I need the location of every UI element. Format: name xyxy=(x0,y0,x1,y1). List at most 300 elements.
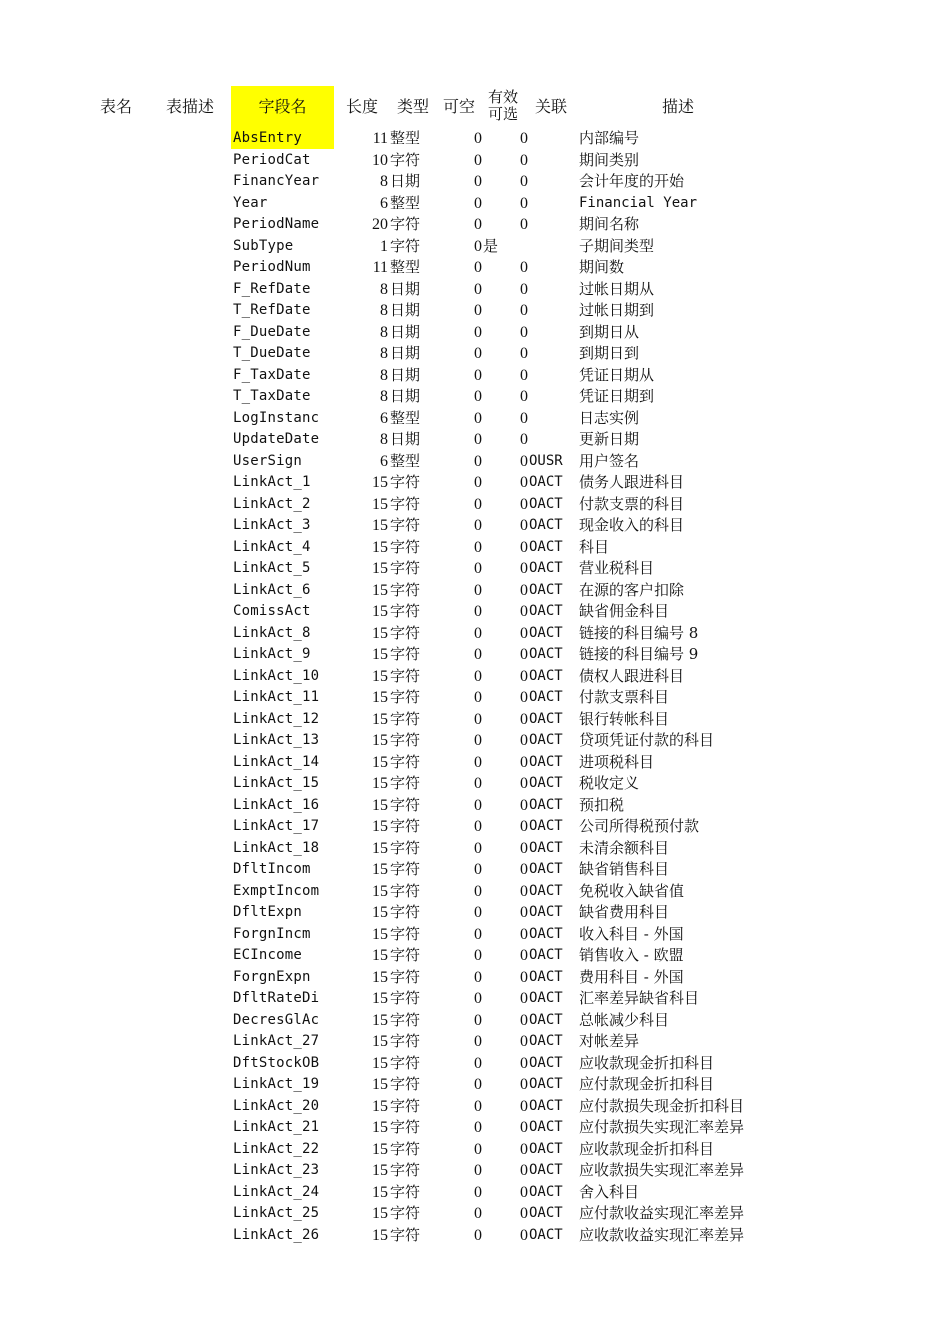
cell-description: 贷项凭证付款的科目 xyxy=(579,731,715,749)
cell-length: 15 xyxy=(372,775,388,792)
cell-relation: OACT xyxy=(529,732,563,748)
header-valid-line2: 可选 xyxy=(488,105,519,123)
cell-optional: 0 xyxy=(520,452,528,470)
cell-nullable: 0 xyxy=(474,710,482,728)
cell-field-name: LinkAct_17 xyxy=(233,818,320,834)
table-row xyxy=(0,666,950,688)
cell-nullable: 0 xyxy=(474,130,482,147)
table-row xyxy=(0,580,950,602)
cell-field-name: LinkAct_22 xyxy=(233,1140,320,1157)
cell-length: 8 xyxy=(380,366,388,384)
cell-type: 字符 xyxy=(390,623,421,642)
cell-optional: 0 xyxy=(520,259,528,276)
cell-nullable: 0 xyxy=(474,839,482,857)
cell-nullable: 0 xyxy=(474,431,482,448)
cell-nullable: 0 xyxy=(474,904,482,921)
cell-optional: 0 xyxy=(520,560,528,577)
cell-optional: 0 xyxy=(520,624,528,642)
table-row xyxy=(0,365,950,387)
cell-field-name: LinkAct_3 xyxy=(233,517,311,533)
table-row xyxy=(0,988,950,1010)
cell-optional: 0 xyxy=(520,710,528,728)
cell-description: 预扣税 xyxy=(579,795,625,814)
cell-type: 整型 xyxy=(390,193,421,212)
cell-nullable: 0 xyxy=(474,151,482,169)
cell-field-name: LinkAct_2 xyxy=(233,495,311,512)
table-row xyxy=(0,709,950,731)
cell-length: 8 xyxy=(380,345,388,362)
cell-length: 15 xyxy=(372,474,388,491)
cell-nullable: 0 xyxy=(474,818,482,835)
cell-nullable: 0 xyxy=(474,775,482,792)
table-row xyxy=(0,408,950,430)
cell-field-name: DecresGlAc xyxy=(233,1011,320,1028)
cell-relation: OACT xyxy=(529,947,563,963)
cell-field-name: DftStockOB xyxy=(233,1054,320,1071)
cell-relation: OACT xyxy=(529,753,563,770)
cell-length: 8 xyxy=(380,323,388,341)
cell-description: 应付款收益实现汇率差异 xyxy=(579,1204,745,1222)
cell-optional: 0 xyxy=(520,646,528,663)
cell-nullable: 0 xyxy=(474,947,482,964)
cell-field-name: LinkAct_11 xyxy=(233,689,320,705)
cell-relation: OACT xyxy=(529,1033,563,1049)
cell-optional: 0 xyxy=(520,1097,528,1115)
cell-length: 15 xyxy=(372,560,388,577)
cell-length: 15 xyxy=(372,796,388,814)
cell-relation: OACT xyxy=(529,1076,563,1092)
cell-length: 8 xyxy=(380,173,388,190)
cell-nullable: 0 xyxy=(474,968,482,986)
cell-optional: 0 xyxy=(520,1205,528,1222)
cell-type: 整型 xyxy=(390,451,421,470)
table-row xyxy=(0,687,950,709)
cell-field-name: LinkAct_24 xyxy=(233,1183,320,1200)
cell-field-name: LinkAct_13 xyxy=(233,732,320,748)
cell-field-name: T_DueDate xyxy=(233,345,311,361)
cell-type: 字符 xyxy=(390,1075,421,1093)
cell-type: 字符 xyxy=(390,1096,421,1115)
cell-relation: OACT xyxy=(529,1140,563,1157)
cell-nullable: 0 xyxy=(474,280,482,298)
header-valid-optional xyxy=(488,89,518,123)
cell-length: 15 xyxy=(372,1033,388,1050)
cell-description: 到期日从 xyxy=(579,322,640,341)
header-valid-line1: 有效 xyxy=(488,88,519,106)
cell-length: 8 xyxy=(380,431,388,448)
cell-nullable: 0 xyxy=(474,194,482,212)
cell-length: 15 xyxy=(372,495,388,513)
cell-relation: OACT xyxy=(529,990,563,1006)
cell-type: 字符 xyxy=(390,645,421,663)
cell-length: 15 xyxy=(372,689,388,706)
cell-length: 15 xyxy=(372,1162,388,1179)
cell-nullable: 0 xyxy=(474,732,482,749)
cell-field-name: LinkAct_5 xyxy=(233,560,311,576)
cell-length: 15 xyxy=(372,904,388,921)
cell-type: 日期 xyxy=(390,322,421,341)
cell-description: 应收款损失实现汇率差异 xyxy=(579,1161,745,1179)
cell-field-name: LinkAct_4 xyxy=(233,538,311,555)
cell-length: 6 xyxy=(380,194,388,212)
cell-length: 15 xyxy=(372,667,388,685)
cell-type: 整型 xyxy=(390,408,421,427)
cell-nullable: 0 xyxy=(474,1183,482,1201)
cell-optional: 0 xyxy=(520,1011,528,1029)
cell-type: 字符 xyxy=(390,1161,421,1179)
cell-type: 字符 xyxy=(390,752,421,771)
cell-optional: 0 xyxy=(520,1119,528,1136)
cell-length: 11 xyxy=(372,130,388,147)
cell-nullable: 0 xyxy=(474,173,482,190)
cell-nullable: 0 xyxy=(474,581,482,599)
cell-description: 税收定义 xyxy=(579,774,640,792)
cell-type: 字符 xyxy=(390,236,421,255)
cell-length: 15 xyxy=(372,1205,388,1222)
table-row xyxy=(0,752,950,774)
cell-length: 15 xyxy=(372,753,388,771)
cell-length: 15 xyxy=(372,861,388,878)
header-field-name: 字段名 xyxy=(258,97,307,116)
table-row xyxy=(0,1139,950,1161)
cell-description: 缺省佣金科目 xyxy=(579,602,670,620)
cell-length: 15 xyxy=(372,603,388,620)
cell-nullable: 0 xyxy=(474,603,482,620)
table-row xyxy=(0,795,950,817)
cell-length: 15 xyxy=(372,925,388,943)
cell-type: 字符 xyxy=(390,1010,421,1029)
cell-relation: OACT xyxy=(529,882,563,899)
cell-type: 字符 xyxy=(390,924,421,943)
cell-optional: 0 xyxy=(520,775,528,792)
cell-type: 字符 xyxy=(390,537,421,556)
cell-field-name: DfltExpn xyxy=(233,904,303,920)
cell-length: 15 xyxy=(372,538,388,556)
table-row xyxy=(0,859,950,881)
cell-optional: 0 xyxy=(520,1140,528,1158)
cell-field-name: LinkAct_9 xyxy=(233,646,311,662)
cell-length: 6 xyxy=(380,409,388,427)
cell-type: 日期 xyxy=(390,387,421,405)
cell-relation: OACT xyxy=(529,818,563,834)
cell-description: 公司所得税预付款 xyxy=(579,817,700,835)
cell-length: 10 xyxy=(372,151,388,169)
cell-optional: 0 xyxy=(520,667,528,685)
cell-optional: 0 xyxy=(520,280,528,298)
cell-description: 缺省销售科目 xyxy=(579,860,670,878)
cell-field-name: FinancYear xyxy=(233,173,320,189)
cell-optional: 0 xyxy=(520,1076,528,1093)
table-row xyxy=(0,1182,950,1204)
cell-nullable: 0 xyxy=(474,1097,482,1115)
cell-description: 应付款损失现金折扣科目 xyxy=(579,1096,745,1115)
cell-field-name: LinkAct_19 xyxy=(233,1076,320,1092)
cell-field-name: PeriodCat xyxy=(233,151,311,168)
cell-type: 字符 xyxy=(390,1118,421,1136)
cell-optional: 0 xyxy=(520,968,528,986)
cell-nullable: 0 xyxy=(474,646,482,663)
cell-type: 字符 xyxy=(390,516,421,534)
cell-nullable: 0 xyxy=(474,538,482,556)
cell-type: 字符 xyxy=(390,215,421,233)
cell-optional: 0 xyxy=(520,388,528,405)
table-row xyxy=(0,128,950,150)
cell-optional: 0 xyxy=(520,409,528,427)
cell-length: 20 xyxy=(372,216,388,233)
cell-relation: OACT xyxy=(529,839,563,856)
cell-type: 字符 xyxy=(390,774,421,792)
cell-optional: 0 xyxy=(520,581,528,599)
cell-field-name: ForgnExpn xyxy=(233,968,311,985)
cell-relation: OACT xyxy=(529,775,563,791)
header-nullable: 可空 xyxy=(443,97,476,116)
cell-nullable: 0 xyxy=(474,990,482,1007)
cell-optional: 0 xyxy=(520,431,528,448)
cell-type: 字符 xyxy=(390,989,421,1007)
cell-relation: OACT xyxy=(529,1097,563,1114)
cell-field-name: UserSign xyxy=(233,452,303,469)
cell-field-name: AbsEntry xyxy=(231,128,334,149)
cell-field-name: LinkAct_10 xyxy=(233,667,320,684)
table-row xyxy=(0,1117,950,1139)
cell-length: 8 xyxy=(380,388,388,405)
cell-nullable: 0 xyxy=(474,1119,482,1136)
cell-description: 科目 xyxy=(579,537,610,556)
cell-nullable: 0 xyxy=(474,474,482,491)
cell-relation: OACT xyxy=(529,624,563,641)
cell-length: 1 xyxy=(380,237,388,255)
cell-field-name: LinkAct_16 xyxy=(233,796,320,813)
cell-relation: OACT xyxy=(529,689,563,705)
cell-type: 字符 xyxy=(390,602,421,620)
cell-field-name: UpdateDate xyxy=(233,431,320,447)
cell-description: 链接的科目编号 8 xyxy=(579,623,699,642)
cell-type: 整型 xyxy=(390,129,421,147)
cell-field-name: LinkAct_20 xyxy=(233,1097,320,1114)
cell-optional: 0 xyxy=(520,990,528,1007)
cell-nullable: 0 xyxy=(474,366,482,384)
cell-description: 总帐减少科目 xyxy=(579,1010,670,1029)
cell-nullable: 0 xyxy=(474,1033,482,1050)
cell-field-name: ECIncome xyxy=(233,947,303,963)
cell-optional: 0 xyxy=(520,882,528,900)
cell-length: 15 xyxy=(372,990,388,1007)
cell-field-name: LinkAct_23 xyxy=(233,1162,320,1178)
cell-optional: 0 xyxy=(520,603,528,620)
cell-relation: OACT xyxy=(529,646,563,662)
cell-relation: OACT xyxy=(529,538,563,555)
header-relation: 关联 xyxy=(535,97,568,116)
cell-description: 日志实例 xyxy=(579,408,640,427)
cell-optional: 0 xyxy=(520,1054,528,1072)
cell-type: 字符 xyxy=(390,967,421,986)
cell-relation: OUSR xyxy=(529,452,563,469)
cell-optional: 0 xyxy=(520,323,528,341)
table-row xyxy=(0,322,950,344)
cell-length: 15 xyxy=(372,882,388,900)
cell-optional: 0 xyxy=(520,925,528,943)
cell-description: 凭证日期到 xyxy=(579,387,655,405)
cell-relation: OACT xyxy=(529,968,563,985)
table-row xyxy=(0,429,950,451)
table-row xyxy=(0,967,950,989)
cell-relation: OACT xyxy=(529,904,563,920)
cell-description: 现金收入的科目 xyxy=(579,516,685,534)
cell-optional: 0 xyxy=(520,474,528,491)
cell-field-name: DfltRateDi xyxy=(233,990,320,1006)
cell-description: 营业税科目 xyxy=(579,559,655,577)
table-row xyxy=(0,472,950,494)
table-row xyxy=(0,1074,950,1096)
table-row xyxy=(0,816,950,838)
cell-relation: OACT xyxy=(529,1226,563,1243)
table-row xyxy=(0,601,950,623)
cell-nullable: 0 xyxy=(474,925,482,943)
cell-nullable: 0 xyxy=(474,409,482,427)
cell-description: 应付款现金折扣科目 xyxy=(579,1075,715,1093)
table-row xyxy=(0,1203,950,1225)
cell-field-name: PeriodNum xyxy=(233,259,311,275)
table-row xyxy=(0,644,950,666)
cell-length: 6 xyxy=(380,452,388,470)
table-row xyxy=(0,881,950,903)
cell-type: 日期 xyxy=(390,279,421,298)
cell-description: 凭证日期从 xyxy=(579,365,655,384)
cell-length: 15 xyxy=(372,968,388,986)
cell-nullable: 0 xyxy=(474,560,482,577)
cell-description: 应收款收益实现汇率差异 xyxy=(579,1225,745,1244)
table-row xyxy=(0,773,950,795)
cell-type: 字符 xyxy=(390,1225,421,1244)
cell-length: 15 xyxy=(372,646,388,663)
cell-type: 字符 xyxy=(390,795,421,814)
cell-type: 字符 xyxy=(390,860,421,878)
cell-optional: 0 xyxy=(520,753,528,771)
cell-length: 15 xyxy=(372,1097,388,1115)
cell-optional: 0 xyxy=(520,947,528,964)
cell-relation: OACT xyxy=(529,1011,563,1028)
cell-description: 子期间类型 xyxy=(579,236,655,255)
table-row xyxy=(0,494,950,516)
cell-field-name: LinkAct_12 xyxy=(233,710,320,727)
cell-description: 进项税科目 xyxy=(579,752,655,771)
cell-description: 期间名称 xyxy=(579,215,640,233)
cell-optional: 0 xyxy=(520,194,528,212)
cell-description: 收入科目 - 外国 xyxy=(579,924,684,943)
cell-optional: 0 xyxy=(520,538,528,556)
cell-length: 15 xyxy=(372,818,388,835)
cell-field-name: LinkAct_8 xyxy=(233,624,311,641)
cell-type: 字符 xyxy=(390,1053,421,1072)
cell-field-name: LogInstanc xyxy=(233,409,320,426)
cell-field-name: T_TaxDate xyxy=(233,388,311,404)
table-row xyxy=(0,623,950,645)
cell-description: 对帐差异 xyxy=(579,1032,640,1050)
cell-nullable: 0 xyxy=(474,1054,482,1072)
cell-valid: 是 xyxy=(483,236,499,255)
table-row xyxy=(0,730,950,752)
cell-relation: OACT xyxy=(529,581,563,598)
cell-nullable: 0 xyxy=(474,1205,482,1222)
table-row xyxy=(0,1160,950,1182)
table-row xyxy=(0,515,950,537)
cell-nullable: 0 xyxy=(474,882,482,900)
cell-type: 字符 xyxy=(390,731,421,749)
cell-field-name: ForgnIncm xyxy=(233,925,311,942)
cell-optional: 0 xyxy=(520,732,528,749)
table-row xyxy=(0,1031,950,1053)
header-table-name: 表名 xyxy=(100,97,133,116)
cell-relation: OACT xyxy=(529,925,563,942)
cell-length: 15 xyxy=(372,1054,388,1072)
cell-field-name: LinkAct_6 xyxy=(233,581,311,598)
cell-relation: OACT xyxy=(529,603,563,619)
cell-field-name: F_RefDate xyxy=(233,280,311,297)
table-row xyxy=(0,1225,950,1247)
cell-field-name: SubType xyxy=(233,237,294,254)
cell-description: 债务人跟进科目 xyxy=(579,473,685,491)
cell-type: 日期 xyxy=(390,430,421,448)
cell-type: 字符 xyxy=(390,494,421,513)
cell-field-name: ComissAct xyxy=(233,603,311,619)
cell-nullable: 0 xyxy=(474,216,482,233)
table-row xyxy=(0,451,950,473)
cell-nullable: 0 xyxy=(474,1011,482,1029)
cell-relation: OACT xyxy=(529,667,563,684)
cell-length: 15 xyxy=(372,517,388,534)
cell-relation: OACT xyxy=(529,1119,563,1135)
cell-optional: 0 xyxy=(520,130,528,147)
header-description: 描述 xyxy=(662,97,695,116)
cell-nullable: 0 xyxy=(474,1162,482,1179)
cell-relation: OACT xyxy=(529,560,563,576)
cell-description: 未清余额科目 xyxy=(579,838,670,857)
cell-description: 内部编号 xyxy=(579,129,640,147)
cell-description: 到期日到 xyxy=(579,344,640,362)
cell-description: 更新日期 xyxy=(579,430,640,448)
header-table-desc: 表描述 xyxy=(166,97,215,116)
cell-field-name: DfltIncom xyxy=(233,861,311,877)
cell-relation: OACT xyxy=(529,710,563,727)
cell-field-name: LinkAct_21 xyxy=(233,1119,320,1135)
cell-length: 15 xyxy=(372,710,388,728)
cell-type: 字符 xyxy=(390,559,421,577)
cell-field-name: LinkAct_15 xyxy=(233,775,320,791)
cell-nullable: 0 xyxy=(474,388,482,405)
cell-type: 字符 xyxy=(390,838,421,857)
cell-type: 字符 xyxy=(390,1182,421,1201)
cell-optional: 0 xyxy=(520,904,528,921)
cell-description: 付款支票科目 xyxy=(579,688,670,706)
cell-field-name: LinkAct_18 xyxy=(233,839,320,856)
cell-nullable: 0 xyxy=(474,1140,482,1158)
cell-length: 15 xyxy=(372,1226,388,1244)
cell-type: 字符 xyxy=(390,1032,421,1050)
cell-description: 会计年度的开始 xyxy=(579,172,685,190)
cell-field-name: Year xyxy=(233,194,268,211)
cell-optional: 0 xyxy=(520,818,528,835)
cell-type: 字符 xyxy=(390,580,421,599)
cell-description: 在源的客户扣除 xyxy=(579,580,685,599)
cell-type: 字符 xyxy=(390,709,421,728)
table-row xyxy=(0,924,950,946)
cell-length: 15 xyxy=(372,1119,388,1136)
cell-length: 15 xyxy=(372,732,388,749)
cell-type: 字符 xyxy=(390,473,421,491)
cell-description: 销售收入 - 欧盟 xyxy=(579,946,684,964)
cell-optional: 0 xyxy=(520,345,528,362)
cell-nullable: 0 xyxy=(474,345,482,362)
